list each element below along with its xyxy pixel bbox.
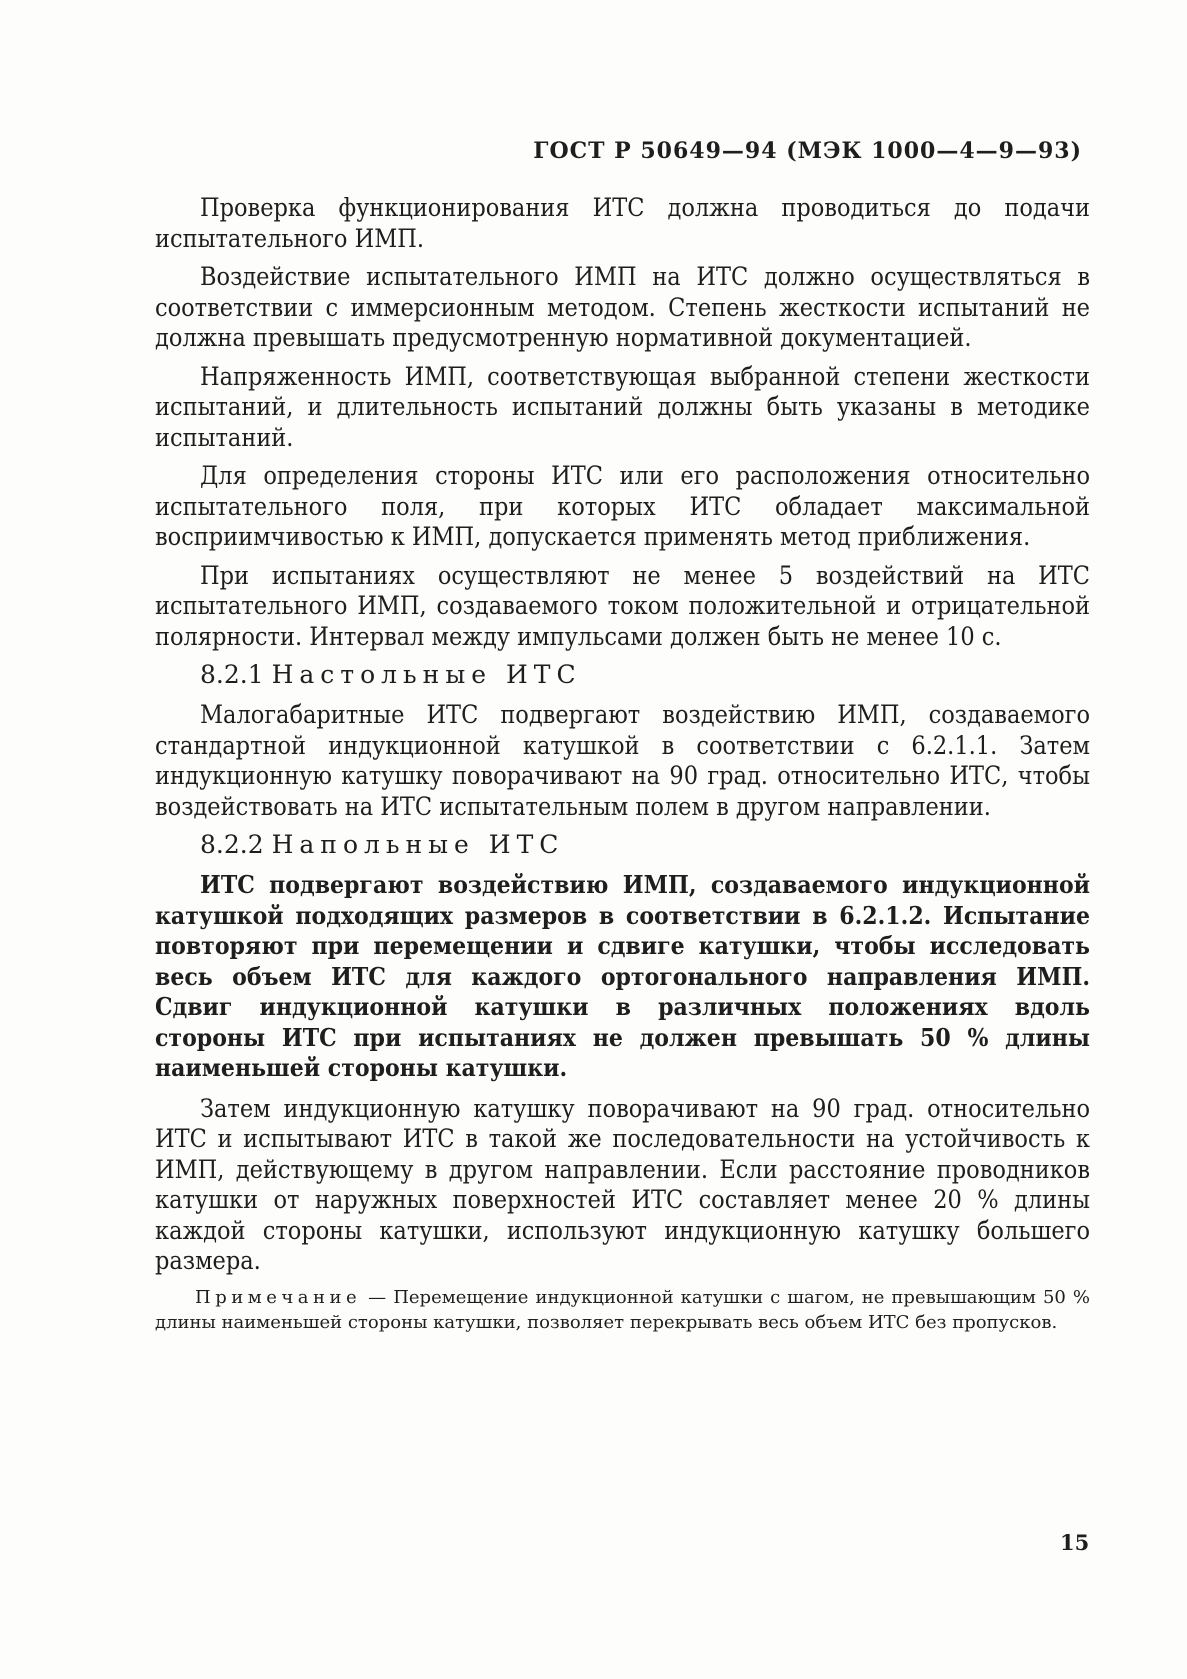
paragraph-5: При испытаниях осуществляют не менее 5 воздействий на ИТС испытательного ИМП, создаваемого током положительной и отрицательной полярности. Интервал между импульсами должен быть не менее 10 с. [155, 560, 1090, 651]
section-8-2-1-paragraph: Малогабаритные ИТС подвергают воздействию ИМП, создаваемого стандартной индукционной катушкой в соответствии с 6.2.1.1. Затем индукционную катушку поворачивают на 90 град. относительно ИТС, чтобы воздействовать на ИТС испытательным полем в другом направлении. [155, 700, 1090, 821]
page-number: 15 [1060, 1530, 1090, 1555]
section-8-2-2-paragraph-1: ИТС подвергают воздействию ИМП, создаваемого индукционной катушкой подходящих размеров в соответствии в 6.2.1.2. Испытание повторяют при перемещении и сдвиге катушки, чтобы исследовать весь объем ИТС для каждого ортогонального направления ИМП. Сдвиг индукционной катушки в различных положениях вдоль стороны ИТС при испытаниях не должен превышать 50 % длины наименьшей стороны катушки. [155, 870, 1090, 1082]
paragraph-2: Воздействие испытательного ИМП на ИТС должно осуществляться в соответствии с иммерсионным методом. Степень жесткости испытаний не должна превышать предусмотренную нормативной документацией. [155, 262, 1090, 352]
paragraph-1: Проверка функционирования ИТС должна проводиться до подачи испытательного ИМП. [155, 193, 1090, 253]
paragraph-4: Для определения стороны ИТС или его расположения относительно испытательного поля, при которых ИТС обладает максимальной восприимчивостью к ИМП, допускается применять метод приближения. [155, 461, 1090, 551]
paragraph-3: Напряженность ИМП, соответствующая выбранной степени жесткости испытаний, и длительность испытаний должны быть указаны в методике испытаний. [155, 361, 1090, 452]
section-title: Напольные ИТС [271, 830, 565, 859]
section-title: Настольные ИТС [271, 660, 582, 689]
document-header: ГОСТ Р 50649—94 (МЭК 1000—4—9—93) [533, 138, 1082, 164]
document-body [155, 193, 1090, 1335]
note [155, 1285, 1090, 1335]
section-heading-8-2-2 [155, 830, 1090, 860]
section-heading-8-2-1 [155, 660, 1090, 690]
note-label: Примечание [195, 1286, 362, 1308]
note-text: — Перемещение индукционной катушки с шагом, не превышающим 50 % длины наименьшей стороны катушки, позволяет перекрывать весь объем ИТС без пропусков. [155, 1286, 1090, 1333]
section-8-2-2-paragraph-2: Затем индукционную катушку поворачивают на 90 град. относительно ИТС и испытывают ИТС в такой же последовательности на устойчивость к ИМП, действующему в другом направлении. Если расстояние проводников катушки от наружных поверхностей ИТС составляет менее 20 % длины каждой стороны катушки, используют индукционную катушку большего размера. [155, 1093, 1090, 1275]
section-number: 8.2.1 [200, 660, 264, 689]
section-number: 8.2.2 [200, 830, 264, 859]
